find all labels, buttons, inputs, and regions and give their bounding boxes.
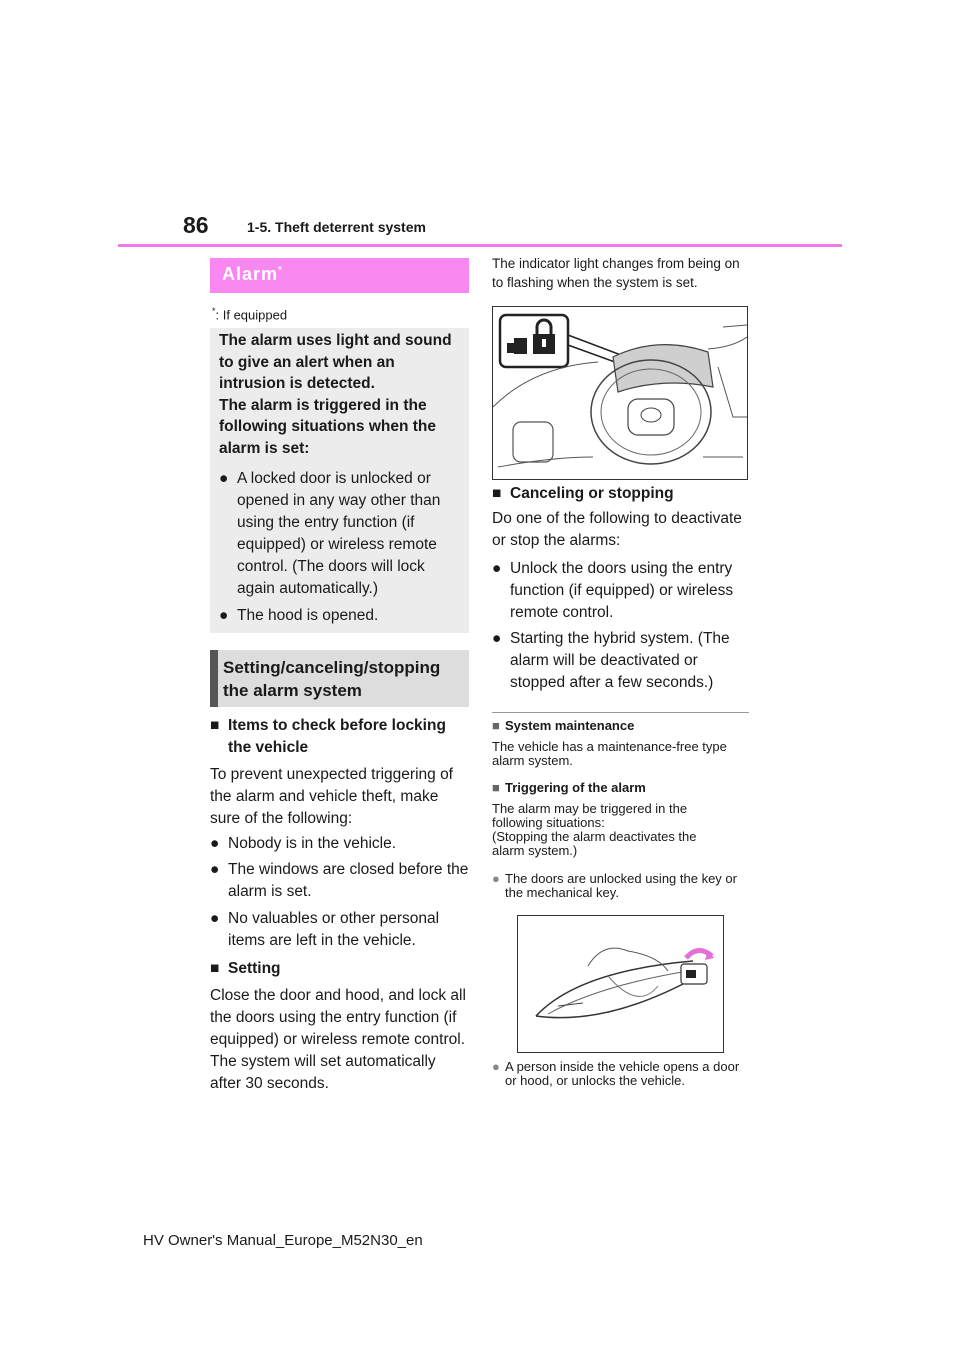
trigger-text: The alarm may be triggered in the following situations: (Stopping the alarm deactivates the alarm system.) (492, 801, 697, 858)
maintenance-text: The vehicle has a maintenance-free type alarm system. (492, 739, 727, 768)
list-item: ● Starting the hybrid system. (The alarm will be deactivated or stopped after a few seconds.) (492, 628, 749, 694)
items-text: To prevent unexpected triggering of the alarm and vehicle theft, make sure of the following: (210, 766, 453, 827)
canceling-text: Do one of the following to deactivate or stop the alarms: (492, 510, 742, 549)
list-item: ● The doors are unlocked using the key or the mechanical key. (492, 871, 737, 900)
info-box-intro: The alarm uses light and sound to give an alert when an intrusion is detected. The alarm is triggered in the following situations when the alarm is set: (219, 332, 452, 457)
square-icon: ■ (492, 718, 500, 733)
bullet-icon: ● (492, 560, 502, 577)
header-rule (118, 244, 842, 247)
list-item: ● The windows are closed before the alarm is set. (210, 859, 469, 903)
trigger-heading: ■ Triggering of the alarm (492, 780, 646, 795)
list-item: ● Unlock the doors using the entry function (if equipped) or wireless remote control. (492, 558, 749, 624)
bullet-icon: ● (210, 861, 220, 878)
list-item: ● No valuables or other personal items are left in the vehicle. (210, 908, 469, 952)
door-handle-drawing (518, 916, 723, 1052)
setting-heading: ■ Setting (210, 958, 469, 980)
list-item: ● Nobody is in the vehicle. (210, 833, 469, 855)
square-icon: ■ (492, 485, 502, 502)
indicator-text: The indicator light changes from being on to flashing when the system is set. (492, 256, 740, 290)
dashboard-illustration (492, 306, 748, 480)
list-item: ● A person inside the vehicle opens a door or hood, or unlocks the vehicle. (492, 1059, 740, 1088)
footer-text: HV Owner's Manual_Europe_M52N30_en (143, 1232, 423, 1249)
dashboard-drawing (493, 307, 747, 479)
section-heading: 1-5. Theft deterrent system (247, 219, 426, 235)
divider (492, 712, 749, 713)
page-number: 86 (183, 212, 209, 238)
setting-text: Close the door and hood, and lock all the doors using the entry function (if equipped) or wireless remote control. The system will set automatically after 30 seconds. (210, 987, 466, 1092)
alarm-title: Alarm* (222, 264, 283, 284)
list-item: ● The hood is opened. (219, 605, 464, 627)
alarm-title-banner (210, 258, 469, 293)
door-handle-illustration (517, 915, 724, 1053)
bullet-icon: ● (210, 835, 220, 852)
list-item: ● A locked door is unlocked or opened in any way other than using the entry function (if equipped) or wireless remote control. (The doors will lock again automatically.) (219, 468, 464, 600)
bullet-icon: ● (492, 1059, 500, 1074)
items-heading: ■ Items to check before locking the vehicle (210, 715, 469, 759)
footnote: *: If equipped (212, 306, 288, 323)
square-icon: ■ (210, 960, 220, 977)
bullet-icon: ● (210, 910, 220, 927)
bullet-icon: ● (219, 607, 229, 624)
bullet-icon: ● (492, 630, 502, 647)
canceling-heading: ■ Canceling or stopping (492, 483, 749, 505)
square-icon: ■ (492, 780, 500, 795)
banner-bar (210, 650, 218, 707)
maintenance-heading: ■ System maintenance (492, 718, 635, 733)
bullet-icon: ● (492, 871, 500, 886)
bullet-icon: ● (219, 470, 229, 487)
setting-title: Setting/canceling/stopping the alarm system (223, 658, 441, 700)
square-icon: ■ (210, 717, 220, 734)
setting-title-banner (210, 650, 469, 707)
